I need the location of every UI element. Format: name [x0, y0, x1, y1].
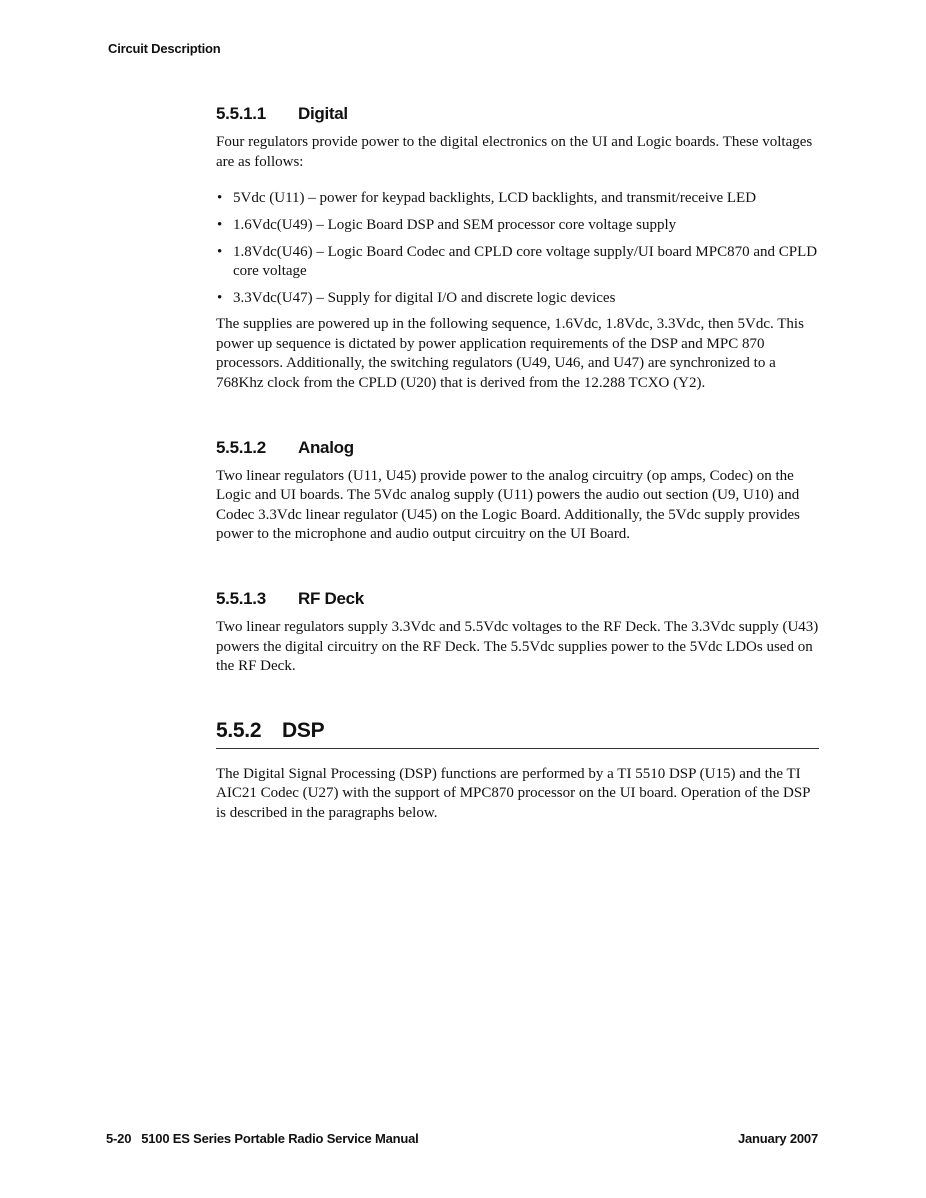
- section-number: 5.5.1.2: [216, 437, 266, 457]
- section-rf-deck: [216, 589, 820, 677]
- section-heading-analog: [216, 438, 820, 458]
- section-analog: [216, 438, 820, 545]
- section-title: Analog: [298, 437, 354, 457]
- list-item: [216, 289, 820, 308]
- bullet-icon: •: [217, 290, 223, 307]
- list-item: [216, 189, 820, 208]
- section-title: DSP: [282, 718, 325, 742]
- analog-paragraph: Two linear regulators (U11, U45) provide power to the analog circuitry (op amps, Codec) on the Logic and UI boards. The 5Vdc analog supply (U11) powers the audio out section (U9, U10) and Codec 3.3Vdc linear regulator (U45) on the Logic Board. Additionally, the 5Vdc supply provides power to the microphone and audio output circuitry on the UI Board.: [216, 467, 800, 543]
- heading-rule: [216, 748, 819, 749]
- section-dsp: [216, 719, 820, 824]
- regulator-list: [216, 189, 820, 308]
- section-number: 5.5.1.3: [216, 588, 266, 608]
- list-item-text: 1.6Vdc(U49) – Logic Board DSP and SEM processor core voltage supply: [233, 217, 677, 234]
- footer-left: [106, 1131, 419, 1146]
- section-heading-dsp: [216, 719, 820, 743]
- list-item: [216, 216, 820, 235]
- bullet-icon: •: [217, 244, 223, 261]
- list-item-text: 3.3Vdc(U47) – Supply for digital I/O and discrete logic devices: [233, 290, 616, 307]
- manual-title: 5100 ES Series Portable Radio Service Manual: [141, 1131, 419, 1146]
- bullet-icon: •: [217, 217, 223, 234]
- section-heading-rf-deck: [216, 589, 820, 609]
- footer-date: January 2007: [738, 1131, 818, 1146]
- section-heading-digital: [216, 104, 820, 124]
- list-item: [216, 243, 820, 281]
- section-title: Digital: [298, 104, 348, 123]
- section-title: RF Deck: [298, 588, 364, 608]
- dsp-paragraph: The Digital Signal Processing (DSP) functions are performed by a TI 5510 DSP (U15) and the TI AIC21 Codec (U27) with the support of MPC870 processor on the UI board. Operation of the DSP is described in the paragraphs below.: [216, 765, 810, 821]
- running-header: Circuit Description: [108, 41, 221, 56]
- list-item-text: 1.8Vdc(U46) – Logic Board Codec and CPLD core voltage supply/UI board MPC870 and CPLD core voltage: [233, 244, 818, 280]
- section-number: 5.5.1.1: [216, 104, 266, 123]
- digital-intro-paragraph: Four regulators provide power to the digital electronics on the UI and Logic boards. These voltages are as follows:: [216, 134, 813, 170]
- rf-deck-paragraph: Two linear regulators supply 3.3Vdc and 5.5Vdc voltages to the RF Deck. The 3.3Vdc supply (U43) powers the digital circuitry on the RF Deck. The 5.5Vdc supplies power to the 5Vdc LDOs used on the RF Deck.: [216, 618, 819, 675]
- list-item-text: 5Vdc (U11) – power for keypad backlights, LCD backlights, and transmit/receive LED: [233, 190, 757, 207]
- bullet-icon: •: [217, 190, 223, 207]
- page-content: [216, 104, 820, 824]
- section-digital: [216, 104, 820, 394]
- digital-closing-paragraph: The supplies are powered up in the following sequence, 1.6Vdc, 1.8Vdc, 3.3Vdc, then 5Vdc. This power up sequence is dictated by power application requirements of the DSP and MPC 870 processors. Additionally, the switching regulators (U49, U46, and U47) are synchronized to a 768Khz clock from the CPLD (U20) that is derived from the 12.288 TCXO (Y2).: [216, 316, 804, 391]
- page-number: 5-20: [106, 1131, 132, 1146]
- section-number: 5.5.2: [216, 718, 262, 742]
